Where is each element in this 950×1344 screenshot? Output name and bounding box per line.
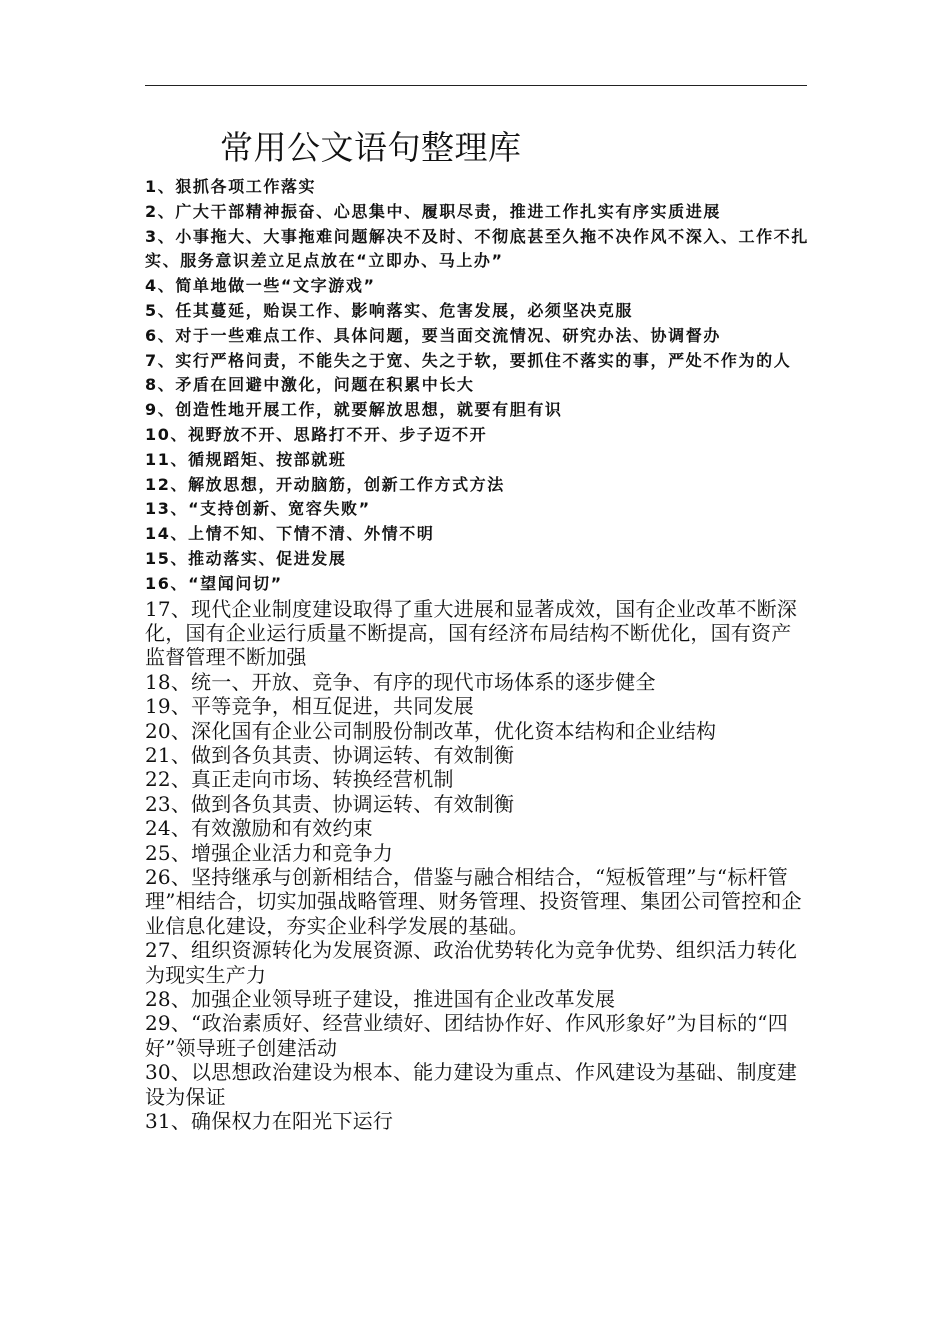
list-item: 30、以思想政治建设为根本、能力建设为重点、作风建设为基础、制度建设为保证 [145,1060,798,1109]
list-item: 19、平等竞争，相互促进，共同发展 [145,694,474,719]
list-item: 12、解放思想，开动脑筋，创新工作方式方法 [145,474,505,494]
list-item: 17、现代企业制度建设取得了重大进展和显著成效，国有企业改革不断深化，国有企业运行质量不断提高，国有经济布局结构不断优化，国有资产监督管理不断加强 [145,596,798,670]
list-item: 24、有效激励和有效约束 [145,816,373,841]
list-item: 16、“望闻问切” [145,573,283,593]
header-rule [145,85,807,86]
list-item: 22、真正走向市场、转换经营机制 [145,767,454,792]
list-item: 2、广大干部精神振奋、心思集中、履职尽责，推进工作扎实有序实质进展 [145,201,721,221]
list-item: 11、循规蹈矩、按部就班 [145,449,347,469]
list-item: 5、任其蔓延，贻误工作、影响落实、危害发展，必须坚决克服 [145,300,633,320]
list-item: 18、统一、开放、竞争、有序的现代市场体系的逐步健全 [145,669,656,694]
list-item: 4、简单地做一些“文字游戏” [145,276,376,296]
list-item: 20、深化国有企业公司制股份制改革，优化资本结构和企业结构 [145,718,717,743]
list-item: 14、上情不知、下情不清、外情不明 [145,524,435,544]
list-item: 8、矛盾在回避中激化，问题在积累中长大 [145,375,475,395]
list-item: 15、推动落实、促进发展 [145,548,347,568]
phrase-list [145,175,809,1133]
list-item: 26、坚持继承与创新相结合，借鉴与融合相结合，“短板管理”与“标杆管理”相结合，切实加强战略管理、财务管理、投资管理、集团公司管控和企业信息化建设，夯实企业科学发展的基础。 [145,865,802,938]
list-item: 1、狠抓各项工作落实 [145,177,317,196]
document-title: 常用公文语句整理库 [220,128,522,167]
list-item: 3、小事拖大、大事拖难问题解决不及时、不彻底甚至久拖不决作风不深入、工作不扎实、服务意识差立足点放在“立即办、马上办” [145,226,809,271]
list-item: 28、加强企业领导班子建设，推进国有企业改革发展 [145,987,616,1012]
list-item: 21、做到各负其责、协调运转、有效制衡 [145,742,515,767]
list-item: 7、实行严格问责，不能失之于宽、失之于软，要抓住不落实的事，严处不作为的人 [145,350,792,370]
list-item: 6、对于一些难点工作、具体问题，要当面交流情况、研究办法、协调督办 [145,325,721,345]
list-item: 13、“支持创新、宽容失败” [145,499,371,519]
list-item: 25、增强企业活力和竞争力 [145,840,394,865]
list-item: 10、视野放不开、思路打不开、步子迈不开 [145,424,488,444]
list-item: 31、确保权力在阳光下运行 [145,1109,394,1134]
list-item: 9、创造性地开展工作，就要解放思想，就要有胆有识 [145,400,563,420]
list-item: 27、组织资源转化为发展资源、政治优势转化为竞争优势、组织活力转化为现实生产力 [145,938,798,987]
list-item: 23、做到各负其责、协调运转、有效制衡 [145,791,515,816]
list-item: 29、“政治素质好、经营业绩好、团结协作好、作风形象好”为目标的“四好”领导班子创建活动 [145,1011,788,1060]
